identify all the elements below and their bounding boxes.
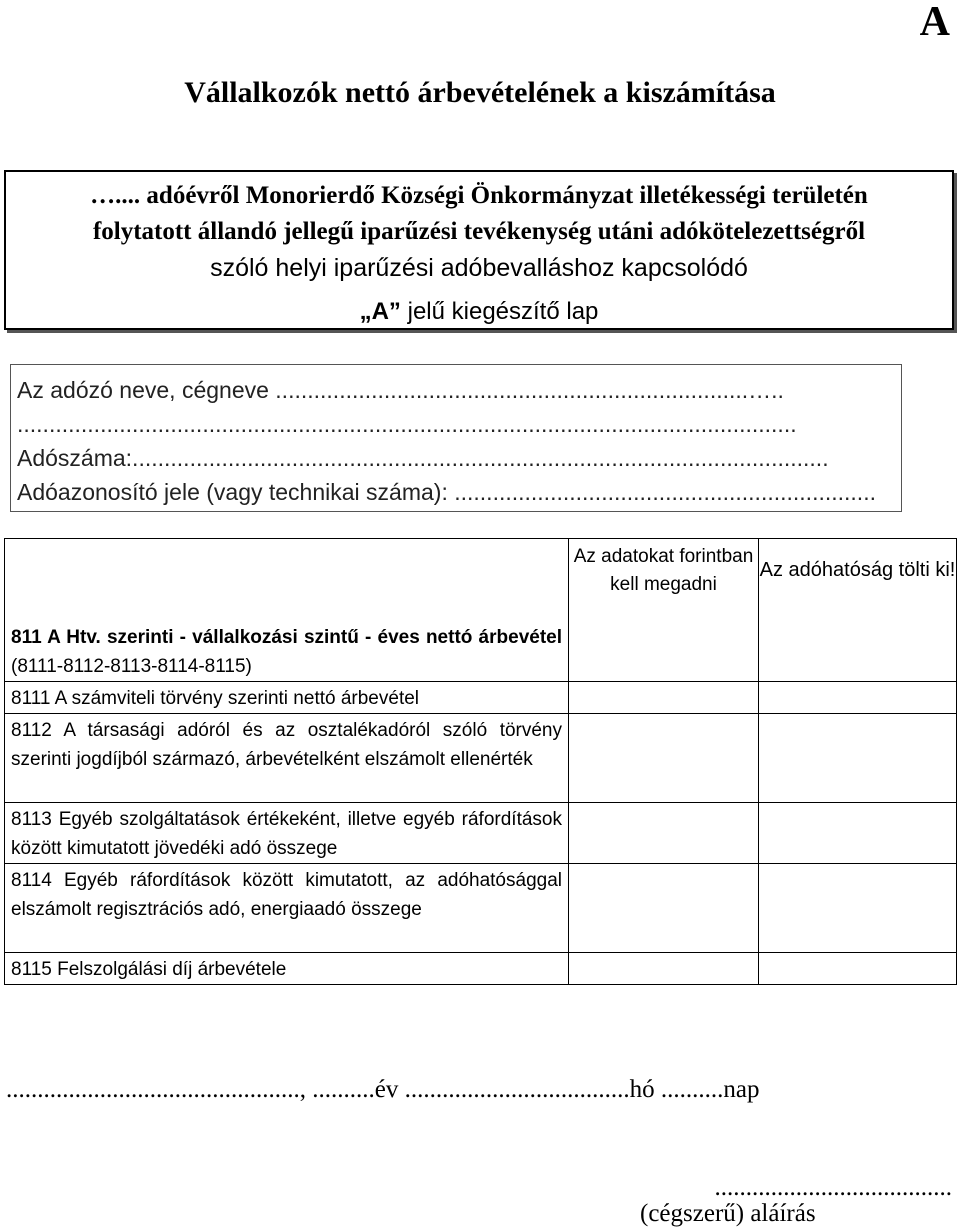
row-8113-amount-cell[interactable] xyxy=(569,803,759,864)
row-8115-amount-cell[interactable] xyxy=(569,953,759,985)
authority-column-header: Az adóhatóság tölti ki! xyxy=(759,539,957,682)
taxpayer-name-continuation[interactable]: .......................................................................................................................... xyxy=(17,411,797,437)
table-row xyxy=(5,803,957,864)
row-811-range: (8111-8112-8113-8114-8115) xyxy=(11,656,252,677)
header-line-3: szóló helyi iparűzési adóbevalláshoz kapcsolódó xyxy=(210,254,748,282)
table-header-row xyxy=(5,539,957,622)
amount-column-header: Az adatokat forintban kell megadni xyxy=(569,539,759,682)
row-811-label xyxy=(5,621,569,682)
form-header-box xyxy=(4,170,954,330)
header-line-1: ….... adóévről Monorierdő Községi Önkormányzat illetékességi területén xyxy=(90,182,868,209)
row-8114-amount-cell[interactable] xyxy=(569,864,759,953)
row-8112-amount-cell[interactable] xyxy=(569,714,759,803)
tax-id-field[interactable]: Adóazonosító jele (vagy technikai száma): .................................................................. xyxy=(17,479,876,505)
header-line-2: folytatott állandó jellegű iparűzési tevékenység utáni adókötelezettségről xyxy=(92,218,866,245)
row-8115-label: 8115 Felszolgálási díj árbevétele xyxy=(5,953,569,985)
header-subtitle xyxy=(6,297,952,327)
table-row xyxy=(5,864,957,953)
signature-label: (cégszerű) aláírás xyxy=(640,1200,816,1227)
row-8115-authority-cell xyxy=(759,953,957,985)
table-row xyxy=(5,714,957,803)
form-letter-mark: A xyxy=(919,0,950,45)
row-811-bold: 811 A Htv. szerinti - vállalkozási szintű - éves nettó árbevétel xyxy=(11,627,562,648)
row-8114-label: 8114 Egyéb ráfordítások között kimutatott, az adóhatósággal elszámolt regisztrációs adó, energiaadó összege xyxy=(5,864,569,953)
signature-line[interactable]: ...................................... xyxy=(714,1174,952,1201)
revenue-table xyxy=(4,538,957,985)
taxpayer-id-box xyxy=(10,364,902,512)
header-empty-cell xyxy=(5,539,569,622)
row-8111-amount-cell[interactable] xyxy=(569,682,759,714)
date-line[interactable]: ..............................................., ..........év ....................................hó ..........nap xyxy=(6,1076,760,1103)
tax-number-field[interactable]: Adószáma:............................................................................................................. xyxy=(17,445,829,471)
row-8113-label: 8113 Egyéb szolgáltatások értékeként, illetve egyéb ráfordítások között kimutatott jövedéki adó összege xyxy=(5,803,569,864)
row-8112-label: 8112 A társasági adóról és az osztalékadóról szóló törvény szerinti jogdíjból származó, árbevételként elszámolt ellenérték xyxy=(5,714,569,803)
row-8114-authority-cell xyxy=(759,864,957,953)
row-8111-authority-cell xyxy=(759,682,957,714)
subtitle-text: jelű kiegészítő lap xyxy=(400,298,599,325)
taxpayer-name-field[interactable]: Az adózó neve, cégneve ..........................................................................….. xyxy=(17,377,784,403)
row-8113-authority-cell xyxy=(759,803,957,864)
table-row xyxy=(5,682,957,714)
subtitle-letter: „A” xyxy=(359,298,401,325)
page-title: Vállalkozók nettó árbevételének a kiszámítása xyxy=(184,76,776,109)
row-8111-label: 8111 A számviteli törvény szerinti nettó árbevétel xyxy=(5,682,569,714)
table-row xyxy=(5,953,957,985)
row-8112-authority-cell xyxy=(759,714,957,803)
